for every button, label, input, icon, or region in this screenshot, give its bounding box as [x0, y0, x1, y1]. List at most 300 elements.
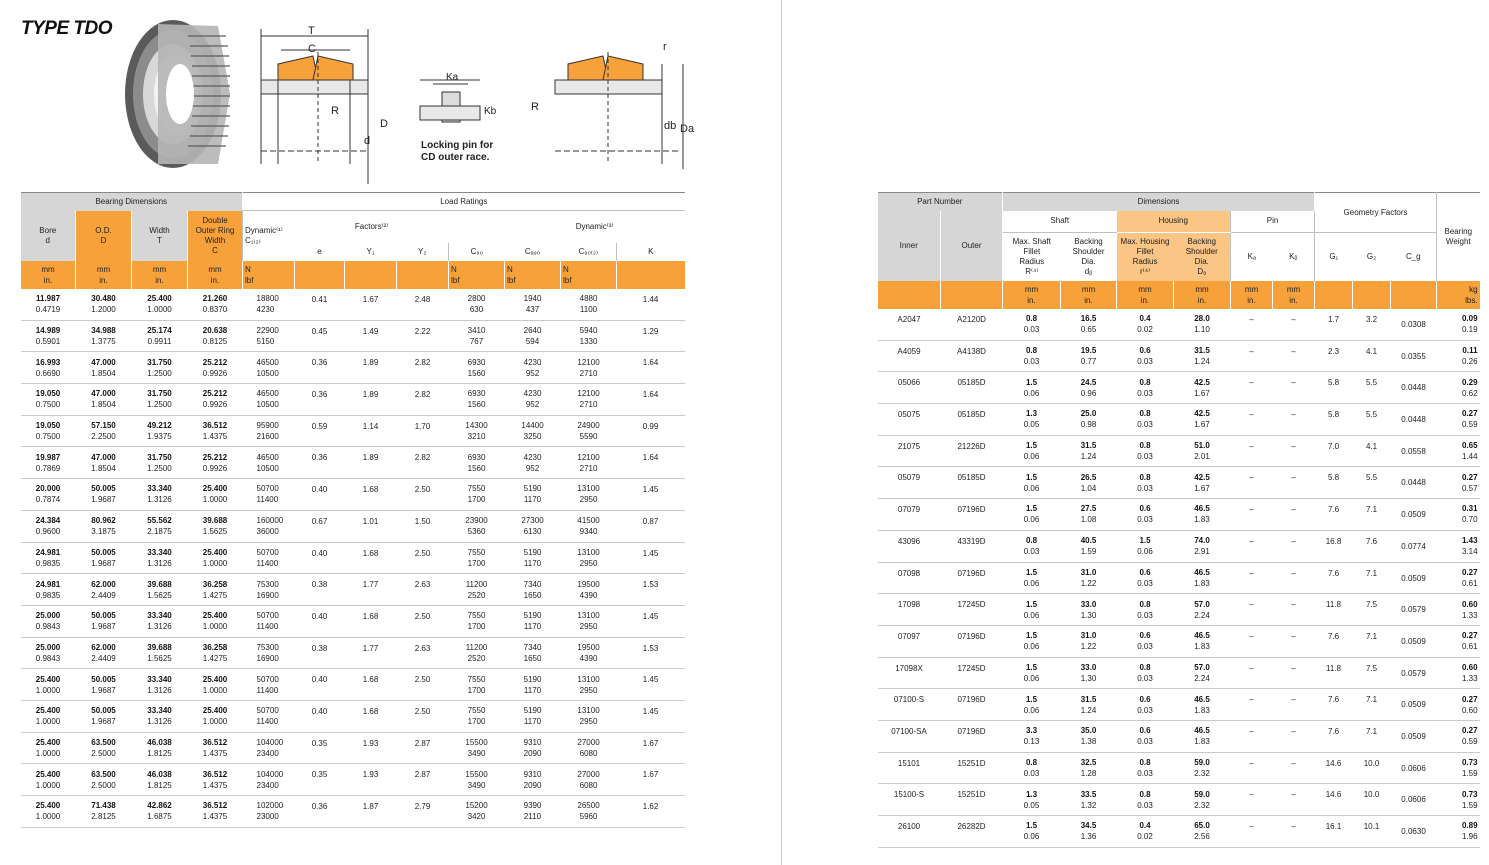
y1-cell: 1.01 [345, 510, 397, 542]
y1-cell: 1.77 [345, 574, 397, 606]
unit-cell: N lbf [243, 261, 295, 289]
kb-cell: – [1273, 816, 1315, 848]
housing-fillet-cell: 0.8 0.03 [1117, 784, 1174, 816]
k-cell: 1.45 [617, 700, 685, 732]
ca90-cell: 7340 1650 [505, 574, 561, 606]
c90-2-cell: 12100 2710 [561, 447, 617, 479]
g2-cell: 10.0 [1353, 784, 1391, 816]
dynamic1-cell: 104000 23400 [243, 732, 295, 764]
k-cell: 1.62 [617, 796, 685, 828]
od-cell: 34.988 1.3775 [76, 320, 132, 352]
e-cell: 0.36 [295, 796, 345, 828]
header-bearing-weight: Bearing Weight [1437, 193, 1480, 281]
table-row [21, 479, 685, 511]
k-cell: 1.64 [617, 384, 685, 416]
table-row [21, 700, 685, 732]
inner-part-cell: 07098 [878, 562, 941, 594]
double-width-cell: 25.400 1.0000 [188, 700, 243, 732]
y2-cell: 2.82 [397, 352, 449, 384]
c90-2-cell: 13100 2950 [561, 479, 617, 511]
c90-2-cell: 13100 2950 [561, 542, 617, 574]
weight-cell: 0.11 0.26 [1437, 340, 1480, 372]
shaft-fillet-cell: 0.8 0.03 [1003, 752, 1061, 784]
header-part-number: Part Number [878, 193, 1003, 211]
bore-cell: 19.987 0.7869 [21, 447, 76, 479]
housing-shoulder-cell: 42.5 1.67 [1174, 404, 1231, 436]
unit-cell: mm in. [188, 261, 243, 289]
unit-cell [345, 261, 397, 289]
ca90-cell: 7340 1650 [505, 637, 561, 669]
k-cell: 1.53 [617, 574, 685, 606]
k-cell: 1.67 [617, 764, 685, 796]
inner-part-cell: 07079 [878, 499, 941, 531]
ka-cell: – [1231, 530, 1273, 562]
e-cell: 0.40 [295, 669, 345, 701]
od-cell: 71.438 2.8125 [76, 796, 132, 828]
width-cell: 25.400 1.0000 [132, 289, 188, 321]
c90-cell: 7550 1700 [449, 542, 505, 574]
k-cell: 1.53 [617, 637, 685, 669]
dynamic1-cell: 50700 11400 [243, 669, 295, 701]
ca90-cell: 9390 2110 [505, 796, 561, 828]
ka-cell: – [1231, 784, 1273, 816]
label-D: D [380, 118, 388, 130]
kb-cell: – [1273, 625, 1315, 657]
table-row [21, 510, 685, 542]
dynamic1-cell: 75300 16900 [243, 574, 295, 606]
unit-cell [617, 261, 685, 289]
ca90-cell: 5190 1170 [505, 479, 561, 511]
g2-cell: 7.6 [1353, 530, 1391, 562]
g2-cell: 4.1 [1353, 340, 1391, 372]
cg-cell: 0.0308 [1391, 309, 1437, 341]
ka-cell: – [1231, 689, 1273, 721]
ka-cell: – [1231, 404, 1273, 436]
page-divider [781, 0, 782, 865]
g1-cell: 1.7 [1315, 309, 1353, 341]
header-c90: C₉₀ [449, 243, 505, 261]
ca90-cell: 9310 2090 [505, 732, 561, 764]
housing-fillet-cell: 0.8 0.03 [1117, 404, 1174, 436]
table-row [21, 384, 685, 416]
g2-cell: 5.5 [1353, 404, 1391, 436]
weight-cell: 0.73 1.59 [1437, 784, 1480, 816]
housing-shoulder-cell: 31.5 1.24 [1174, 340, 1231, 372]
g1-cell: 16.8 [1315, 530, 1353, 562]
width-cell: 33.340 1.3126 [132, 542, 188, 574]
dynamic1-cell: 102000 23000 [243, 796, 295, 828]
od-cell: 80.962 3.1875 [76, 510, 132, 542]
y1-cell: 1.49 [345, 320, 397, 352]
shaft-fillet-cell: 1.5 0.06 [1003, 689, 1061, 721]
inner-part-cell: A2047 [878, 309, 941, 341]
g1-cell: 7.6 [1315, 625, 1353, 657]
shaft-shoulder-cell: 24.5 0.96 [1061, 372, 1117, 404]
header-backing-shoulder-shaft: Backing Shoulder Dia. dᵦ [1072, 236, 1105, 276]
label-Ka: Ka [446, 72, 459, 83]
unit-cell: mm in. [1061, 281, 1117, 309]
weight-cell: 0.27 0.59 [1437, 720, 1480, 752]
od-cell: 47.000 1.8504 [76, 384, 132, 416]
ca90-cell: 4230 952 [505, 352, 561, 384]
c90-cell: 23900 5360 [449, 510, 505, 542]
inner-part-cell: 15100-S [878, 784, 941, 816]
y1-cell: 1.68 [345, 605, 397, 637]
k-cell: 1.45 [617, 479, 685, 511]
table-row [21, 574, 685, 606]
header-y2: Y₂ [418, 246, 427, 256]
outer-part-cell: 07196D [941, 625, 1003, 657]
header-ka: Kₐ [1231, 233, 1273, 281]
unit-cell: N lbf [505, 261, 561, 289]
ca90-cell: 2640 594 [505, 320, 561, 352]
inner-part-cell: 05075 [878, 404, 941, 436]
inner-part-cell: 17098X [878, 657, 941, 689]
cg-cell: 0.0509 [1391, 720, 1437, 752]
kb-cell: – [1273, 657, 1315, 689]
g1-cell: 2.3 [1315, 340, 1353, 372]
c90-2-cell: 5940 1330 [561, 320, 617, 352]
c90-2-cell: 19500 4390 [561, 637, 617, 669]
cg-cell: 0.0509 [1391, 499, 1437, 531]
double-width-cell: 25.212 0.9926 [188, 352, 243, 384]
k-cell: 1.45 [617, 542, 685, 574]
weight-cell: 0.60 1.33 [1437, 594, 1480, 626]
table-row [878, 499, 1480, 531]
e-cell: 0.40 [295, 605, 345, 637]
y2-cell: 2.48 [397, 289, 449, 321]
c90-2-cell: 26500 5960 [561, 796, 617, 828]
housing-fillet-cell: 0.8 0.03 [1117, 467, 1174, 499]
header-cg: C_g [1405, 251, 1421, 261]
e-cell: 0.38 [295, 637, 345, 669]
dynamic1-cell: 95900 21600 [243, 415, 295, 447]
c90-cell: 6930 1560 [449, 384, 505, 416]
shaft-fillet-cell: 1.5 0.06 [1003, 499, 1061, 531]
c90-cell: 15500 3490 [449, 732, 505, 764]
y2-cell: 2.50 [397, 700, 449, 732]
inner-part-cell: 17098 [878, 594, 941, 626]
y2-cell: 2.22 [397, 320, 449, 352]
outer-part-cell: 05185D [941, 467, 1003, 499]
table-row [878, 562, 1480, 594]
double-width-cell: 21.260 0.8370 [188, 289, 243, 321]
cross-section-right [555, 52, 683, 169]
label-Kb: Kb [484, 106, 497, 117]
bore-cell: 25.400 1.0000 [21, 669, 76, 701]
bore-cell: 19.050 0.7500 [21, 415, 76, 447]
housing-fillet-cell: 0.8 0.03 [1117, 435, 1174, 467]
unit-cell: mm in. [1231, 281, 1273, 309]
bearing-rows [21, 289, 685, 828]
table-row [21, 447, 685, 479]
table-row [21, 764, 685, 796]
kb-cell: – [1273, 720, 1315, 752]
double-width-cell: 25.212 0.9926 [188, 384, 243, 416]
c90-2-cell: 27000 6080 [561, 764, 617, 796]
y1-cell: 1.68 [345, 669, 397, 701]
e-cell: 0.45 [295, 320, 345, 352]
cg-cell: 0.0509 [1391, 625, 1437, 657]
bore-cell: 24.981 0.9835 [21, 542, 76, 574]
g1-cell: 7.6 [1315, 499, 1353, 531]
label-db: db [664, 120, 677, 132]
y2-cell: 1.50 [397, 510, 449, 542]
shaft-fillet-cell: 3.3 0.13 [1003, 720, 1061, 752]
outer-part-cell: 17245D [941, 657, 1003, 689]
c90-2-cell: 12100 2710 [561, 352, 617, 384]
header-dynamic-3: Dynamic⁽³⁾ [575, 221, 614, 231]
y2-cell: 2.82 [397, 384, 449, 416]
label-Da: Da [680, 123, 695, 135]
e-cell: 0.36 [295, 352, 345, 384]
ka-cell: – [1231, 720, 1273, 752]
g1-cell: 7.0 [1315, 435, 1353, 467]
dynamic1-cell: 18800 4230 [243, 289, 295, 321]
dynamic1-cell: 22900 5150 [243, 320, 295, 352]
housing-fillet-cell: 0.8 0.03 [1117, 372, 1174, 404]
inner-part-cell: A4059 [878, 340, 941, 372]
weight-cell: 0.27 0.59 [1437, 404, 1480, 436]
ka-cell: – [1231, 435, 1273, 467]
outer-part-cell: A2120D [941, 309, 1003, 341]
y1-cell: 1.93 [345, 732, 397, 764]
page-title: TYPE TDO [21, 18, 113, 39]
cg-cell: 0.0448 [1391, 404, 1437, 436]
dynamic1-cell: 46500 10500 [243, 447, 295, 479]
header-y1: Y₁ [366, 246, 375, 256]
dynamic1-cell: 104000 23400 [243, 764, 295, 796]
inner-part-cell: 15101 [878, 752, 941, 784]
width-cell: 31.750 1.2500 [132, 352, 188, 384]
od-cell: 47.000 1.8504 [76, 447, 132, 479]
bore-cell: 19.050 0.7500 [21, 384, 76, 416]
g2-cell: 7.1 [1353, 562, 1391, 594]
outer-part-cell: 05185D [941, 372, 1003, 404]
ka-cell: – [1231, 562, 1273, 594]
unit-cell: N lbf [449, 261, 505, 289]
od-cell: 50.005 1.9687 [76, 605, 132, 637]
y2-cell: 2.50 [397, 605, 449, 637]
c90-cell: 6930 1560 [449, 352, 505, 384]
e-cell: 0.41 [295, 289, 345, 321]
y1-cell: 1.68 [345, 700, 397, 732]
header-kb: Kᵦ [1289, 251, 1298, 261]
header-ca90: Cₐ₉₀ [524, 246, 541, 256]
housing-fillet-cell: 0.4 0.02 [1117, 816, 1174, 848]
header-backing-shoulder-housing: Backing Shoulder Dia. Dₐ [1174, 233, 1231, 281]
housing-shoulder-cell: 46.5 1.83 [1174, 499, 1231, 531]
od-cell: 47.000 1.8504 [76, 352, 132, 384]
outer-part-cell: 26282D [941, 816, 1003, 848]
shaft-fillet-cell: 1.3 0.05 [1003, 784, 1061, 816]
label-T: T [308, 25, 315, 37]
cg-cell: 0.0630 [1391, 816, 1437, 848]
table-row [21, 542, 685, 574]
y2-cell: 1.70 [397, 415, 449, 447]
y1-cell: 1.14 [345, 415, 397, 447]
table-row [878, 435, 1480, 467]
od-cell: 50.005 1.9687 [76, 700, 132, 732]
c90-2-cell: 19500 4390 [561, 574, 617, 606]
units-row [21, 261, 685, 289]
c90-cell: 7550 1700 [449, 479, 505, 511]
c90-2-cell: 41500 9340 [561, 510, 617, 542]
housing-fillet-cell: 0.6 0.03 [1117, 499, 1174, 531]
g2-cell: 7.5 [1353, 657, 1391, 689]
kb-cell: – [1273, 530, 1315, 562]
y2-cell: 2.87 [397, 732, 449, 764]
dynamic1-cell: 50700 11400 [243, 605, 295, 637]
housing-fillet-cell: 0.6 0.03 [1117, 625, 1174, 657]
unit-cell: mm in. [1273, 281, 1315, 309]
header-shaft: Shaft [1003, 211, 1117, 233]
cg-cell: 0.0448 [1391, 467, 1437, 499]
cg-cell: 0.0509 [1391, 562, 1437, 594]
shaft-fillet-cell: 1.3 0.05 [1003, 404, 1061, 436]
kb-cell: – [1273, 689, 1315, 721]
od-cell: 50.005 1.9687 [76, 479, 132, 511]
double-width-cell: 36.512 1.4375 [188, 764, 243, 796]
c90-cell: 11200 2520 [449, 637, 505, 669]
e-cell: 0.38 [295, 574, 345, 606]
inner-part-cell: 05066 [878, 372, 941, 404]
weight-cell: 0.60 1.33 [1437, 657, 1480, 689]
header-c90-2: C₉₀₍₂₎ [578, 246, 598, 256]
shaft-fillet-cell: 1.5 0.06 [1003, 594, 1061, 626]
c90-2-cell: 12100 2710 [561, 384, 617, 416]
dynamic1-cell: 50700 11400 [243, 479, 295, 511]
ca90-cell: 9310 2090 [505, 764, 561, 796]
inner-part-cell: 26100 [878, 816, 941, 848]
g2-cell: 4.1 [1353, 435, 1391, 467]
inner-part-cell: 07100-S [878, 689, 941, 721]
double-width-cell: 36.258 1.4275 [188, 574, 243, 606]
width-cell: 31.750 1.2500 [132, 447, 188, 479]
double-width-cell: 36.258 1.4275 [188, 637, 243, 669]
cg-cell: 0.0606 [1391, 784, 1437, 816]
kb-cell: – [1273, 340, 1315, 372]
housing-shoulder-cell: 59.0 2.32 [1174, 752, 1231, 784]
table-row [878, 594, 1480, 626]
kb-cell: – [1273, 309, 1315, 341]
weight-cell: 1.43 3.14 [1437, 530, 1480, 562]
shaft-fillet-cell: 0.8 0.03 [1003, 340, 1061, 372]
double-width-cell: 39.688 1.5625 [188, 510, 243, 542]
bore-cell: 25.400 1.0000 [21, 700, 76, 732]
weight-cell: 0.27 0.61 [1437, 625, 1480, 657]
shaft-shoulder-cell: 34.5 1.36 [1061, 816, 1117, 848]
table-row [21, 732, 685, 764]
y1-cell: 1.67 [345, 289, 397, 321]
housing-shoulder-cell: 42.5 1.67 [1174, 467, 1231, 499]
outer-part-cell: A4138D [941, 340, 1003, 372]
e-cell: 0.59 [295, 415, 345, 447]
c90-cell: 7550 1700 [449, 669, 505, 701]
shaft-fillet-cell: 1.5 0.06 [1003, 816, 1061, 848]
weight-cell: 0.65 1.44 [1437, 435, 1480, 467]
header-factors-a: Factors⁽²⁾ [354, 221, 389, 231]
ka-cell: – [1231, 340, 1273, 372]
bearing-diagrams [118, 14, 698, 189]
k-cell: 1.45 [617, 669, 685, 701]
outer-part-cell: 15251D [941, 784, 1003, 816]
e-cell: 0.36 [295, 384, 345, 416]
ca90-cell: 5190 1170 [505, 669, 561, 701]
shaft-shoulder-cell: 33.5 1.32 [1061, 784, 1117, 816]
table-row [21, 352, 685, 384]
header-outer: Outer [941, 211, 1003, 281]
shaft-fillet-cell: 1.5 0.06 [1003, 372, 1061, 404]
bore-cell: 24.981 0.9835 [21, 574, 76, 606]
unit-cell: mm in. [1174, 281, 1231, 309]
shaft-fillet-cell: 1.5 0.06 [1003, 562, 1061, 594]
table-row [878, 689, 1480, 721]
shaft-fillet-cell: 0.8 0.03 [1003, 309, 1061, 341]
width-cell: 33.340 1.3126 [132, 479, 188, 511]
unit-cell [1353, 281, 1391, 309]
header-e: e [317, 246, 322, 256]
header-bore: Bore d [21, 211, 76, 261]
weight-cell: 0.29 0.62 [1437, 372, 1480, 404]
g1-cell: 11.8 [1315, 594, 1353, 626]
c90-cell: 6930 1560 [449, 447, 505, 479]
outer-part-cell: 07196D [941, 720, 1003, 752]
kb-cell: – [1273, 784, 1315, 816]
weight-cell: 0.27 0.61 [1437, 562, 1480, 594]
label-R-right: R [531, 101, 539, 113]
od-cell: 62.000 2.4409 [76, 574, 132, 606]
outer-part-cell: 07196D [941, 562, 1003, 594]
part-number-table [877, 192, 1480, 848]
g1-cell: 7.6 [1315, 562, 1353, 594]
unit-cell [397, 261, 449, 289]
shaft-shoulder-cell: 31.5 1.24 [1061, 435, 1117, 467]
c90-cell: 7550 1700 [449, 605, 505, 637]
label-C: C [308, 43, 316, 55]
e-cell: 0.35 [295, 764, 345, 796]
housing-shoulder-cell: 28.0 1.10 [1174, 309, 1231, 341]
ka-cell: – [1231, 372, 1273, 404]
y2-cell: 2.63 [397, 637, 449, 669]
bore-cell: 14.989 0.5901 [21, 320, 76, 352]
y1-cell: 1.89 [345, 352, 397, 384]
c90-cell: 7550 1700 [449, 700, 505, 732]
table-row [878, 752, 1480, 784]
table-row [878, 625, 1480, 657]
header-dimensions: Dimensions [1003, 193, 1315, 211]
housing-fillet-cell: 0.4 0.02 [1117, 309, 1174, 341]
table-row [878, 530, 1480, 562]
g2-cell: 5.5 [1353, 372, 1391, 404]
table-row [878, 372, 1480, 404]
housing-fillet-cell: 0.6 0.03 [1117, 340, 1174, 372]
width-cell: 46.038 1.8125 [132, 732, 188, 764]
width-cell: 42.862 1.6875 [132, 796, 188, 828]
housing-fillet-cell: 0.8 0.03 [1117, 752, 1174, 784]
shaft-fillet-cell: 1.5 0.06 [1003, 657, 1061, 689]
header-max-shaft-fillet: Max. Shaft Fillet Radius R⁽⁴⁾ [1012, 236, 1051, 276]
c90-2-cell: 4880 1100 [561, 289, 617, 321]
table-row [878, 657, 1480, 689]
g2-cell: 7.1 [1353, 499, 1391, 531]
k-cell: 0.99 [617, 415, 685, 447]
table-row [878, 309, 1480, 341]
ca90-cell: 5190 1170 [505, 700, 561, 732]
bearing-dimensions-table [20, 192, 685, 828]
table-row [878, 816, 1480, 848]
od-cell: 57.150 2.2500 [76, 415, 132, 447]
